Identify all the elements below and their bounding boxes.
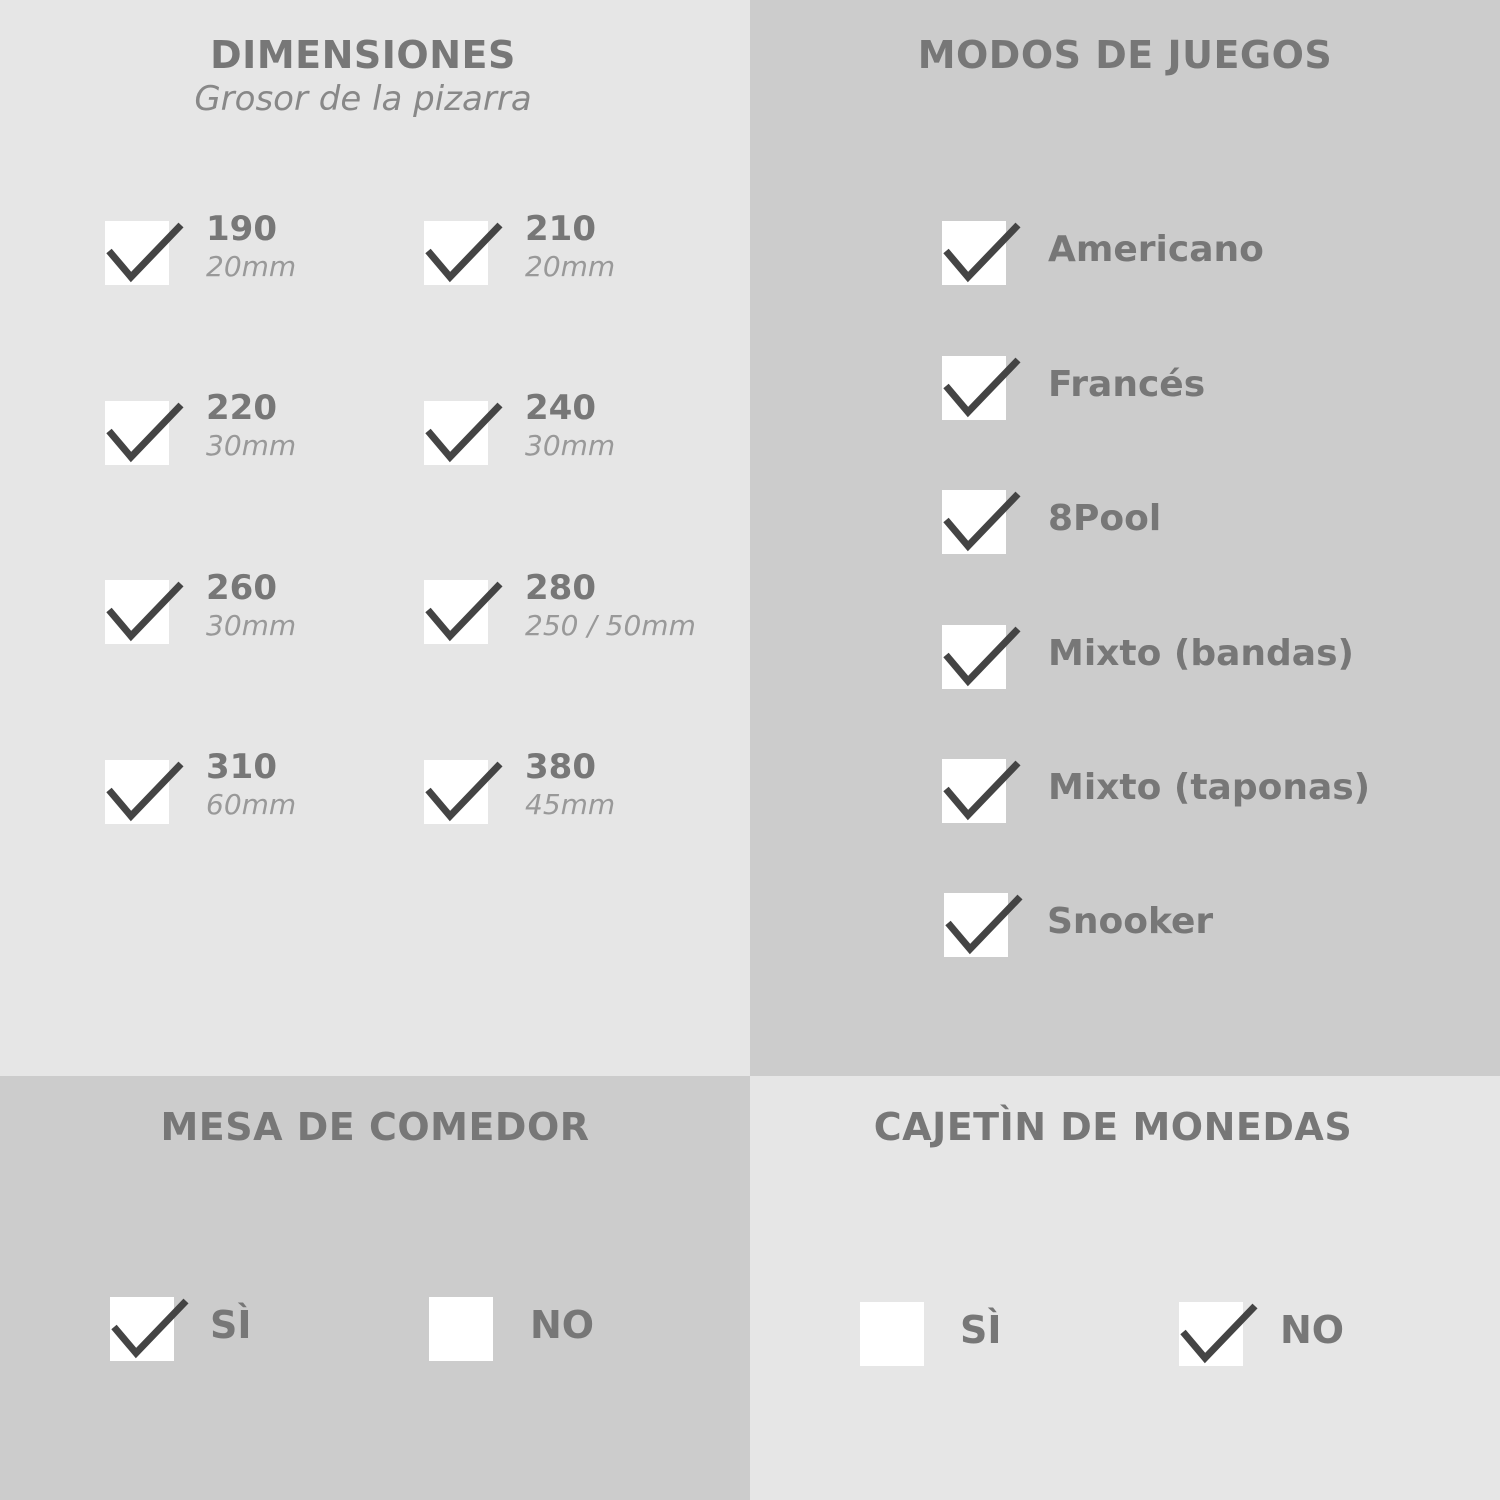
- dimension-220-checkbox[interactable]: [105, 401, 169, 465]
- mode-snooker-checkbox[interactable]: [944, 893, 1008, 957]
- mode-mixto-taponas-label: Mixto (taponas): [1048, 767, 1371, 808]
- dimension-280-size: 280: [525, 568, 596, 608]
- dimensions-subtitle: Grosor de la pizarra: [194, 79, 532, 119]
- mode-mixto-bandas-checkbox[interactable]: [942, 625, 1006, 689]
- checkmark-icon: [942, 221, 1022, 285]
- dimension-280-thickness: 250 / 50mm: [525, 609, 696, 642]
- dimension-260-size: 260: [206, 568, 277, 608]
- checkmark-icon: [424, 401, 504, 465]
- checkmark-icon: [942, 759, 1022, 823]
- checkmark-icon: [424, 221, 504, 285]
- coin-box-yes-label: SÌ: [960, 1308, 1002, 1352]
- dimensions-panel: [0, 0, 750, 1076]
- game-modes-panel: [750, 0, 1500, 1076]
- dimension-210-size: 210: [525, 209, 596, 249]
- dining-table-yes-label: SÌ: [210, 1303, 252, 1347]
- checkmark-icon: [105, 401, 185, 465]
- coin-box-no-checkbox[interactable]: [1179, 1302, 1243, 1366]
- coin-box-panel: [750, 1076, 1500, 1500]
- mode-americano-label: Americano: [1048, 229, 1264, 270]
- dimension-220-size: 220: [206, 388, 277, 428]
- mode-mixto-taponas-checkbox[interactable]: [942, 759, 1006, 823]
- checkmark-icon: [1179, 1302, 1259, 1366]
- dimension-210-thickness: 20mm: [525, 250, 616, 283]
- mode-mixto-bandas-label: Mixto (bandas): [1048, 633, 1354, 674]
- dimension-190-checkbox[interactable]: [105, 221, 169, 285]
- mode-8pool-label: 8Pool: [1048, 498, 1162, 539]
- dimension-210-checkbox[interactable]: [424, 221, 488, 285]
- dimension-310-checkbox[interactable]: [105, 760, 169, 824]
- checkmark-icon: [105, 580, 185, 644]
- mode-8pool-checkbox[interactable]: [942, 490, 1006, 554]
- mode-frances-checkbox[interactable]: [942, 356, 1006, 420]
- dimension-240-checkbox[interactable]: [424, 401, 488, 465]
- dimension-220-thickness: 30mm: [206, 429, 297, 462]
- mode-frances-label: Francés: [1048, 364, 1206, 405]
- checkmark-icon: [942, 356, 1022, 420]
- checkmark-icon: [110, 1297, 190, 1361]
- dimension-310-size: 310: [206, 747, 277, 787]
- dimension-380-checkbox[interactable]: [424, 760, 488, 824]
- dimension-310-thickness: 60mm: [206, 788, 297, 821]
- dimension-190-size: 190: [206, 209, 277, 249]
- checkmark-icon: [424, 760, 504, 824]
- dimension-380-size: 380: [525, 747, 596, 787]
- dining-table-yes-checkbox[interactable]: [110, 1297, 174, 1361]
- coin-box-title: CAJETÌN DE MONEDAS: [873, 1105, 1353, 1149]
- dining-table-panel: [0, 1076, 750, 1500]
- dimension-190-thickness: 20mm: [206, 250, 297, 283]
- checkmark-icon: [942, 625, 1022, 689]
- coin-box-no-label: NO: [1280, 1308, 1345, 1352]
- dimension-280-checkbox[interactable]: [424, 580, 488, 644]
- dining-table-no-checkbox[interactable]: [429, 1297, 493, 1361]
- dining-table-no-label: NO: [530, 1303, 595, 1347]
- checkmark-icon: [424, 580, 504, 644]
- game-modes-title: MODOS DE JUEGOS: [917, 33, 1333, 77]
- checkmark-icon: [944, 893, 1024, 957]
- mode-snooker-label: Snooker: [1047, 901, 1214, 942]
- dimension-260-thickness: 30mm: [206, 609, 297, 642]
- dimension-240-thickness: 30mm: [525, 429, 616, 462]
- dining-table-title: MESA DE COMEDOR: [160, 1105, 590, 1149]
- dimension-240-size: 240: [525, 388, 596, 428]
- mode-americano-checkbox[interactable]: [942, 221, 1006, 285]
- checkmark-icon: [105, 221, 185, 285]
- dimension-380-thickness: 45mm: [525, 788, 616, 821]
- checkmark-icon: [105, 760, 185, 824]
- dimension-260-checkbox[interactable]: [105, 580, 169, 644]
- dimensions-title: DIMENSIONES: [210, 33, 516, 77]
- coin-box-yes-checkbox[interactable]: [860, 1302, 924, 1366]
- checkmark-icon: [942, 490, 1022, 554]
